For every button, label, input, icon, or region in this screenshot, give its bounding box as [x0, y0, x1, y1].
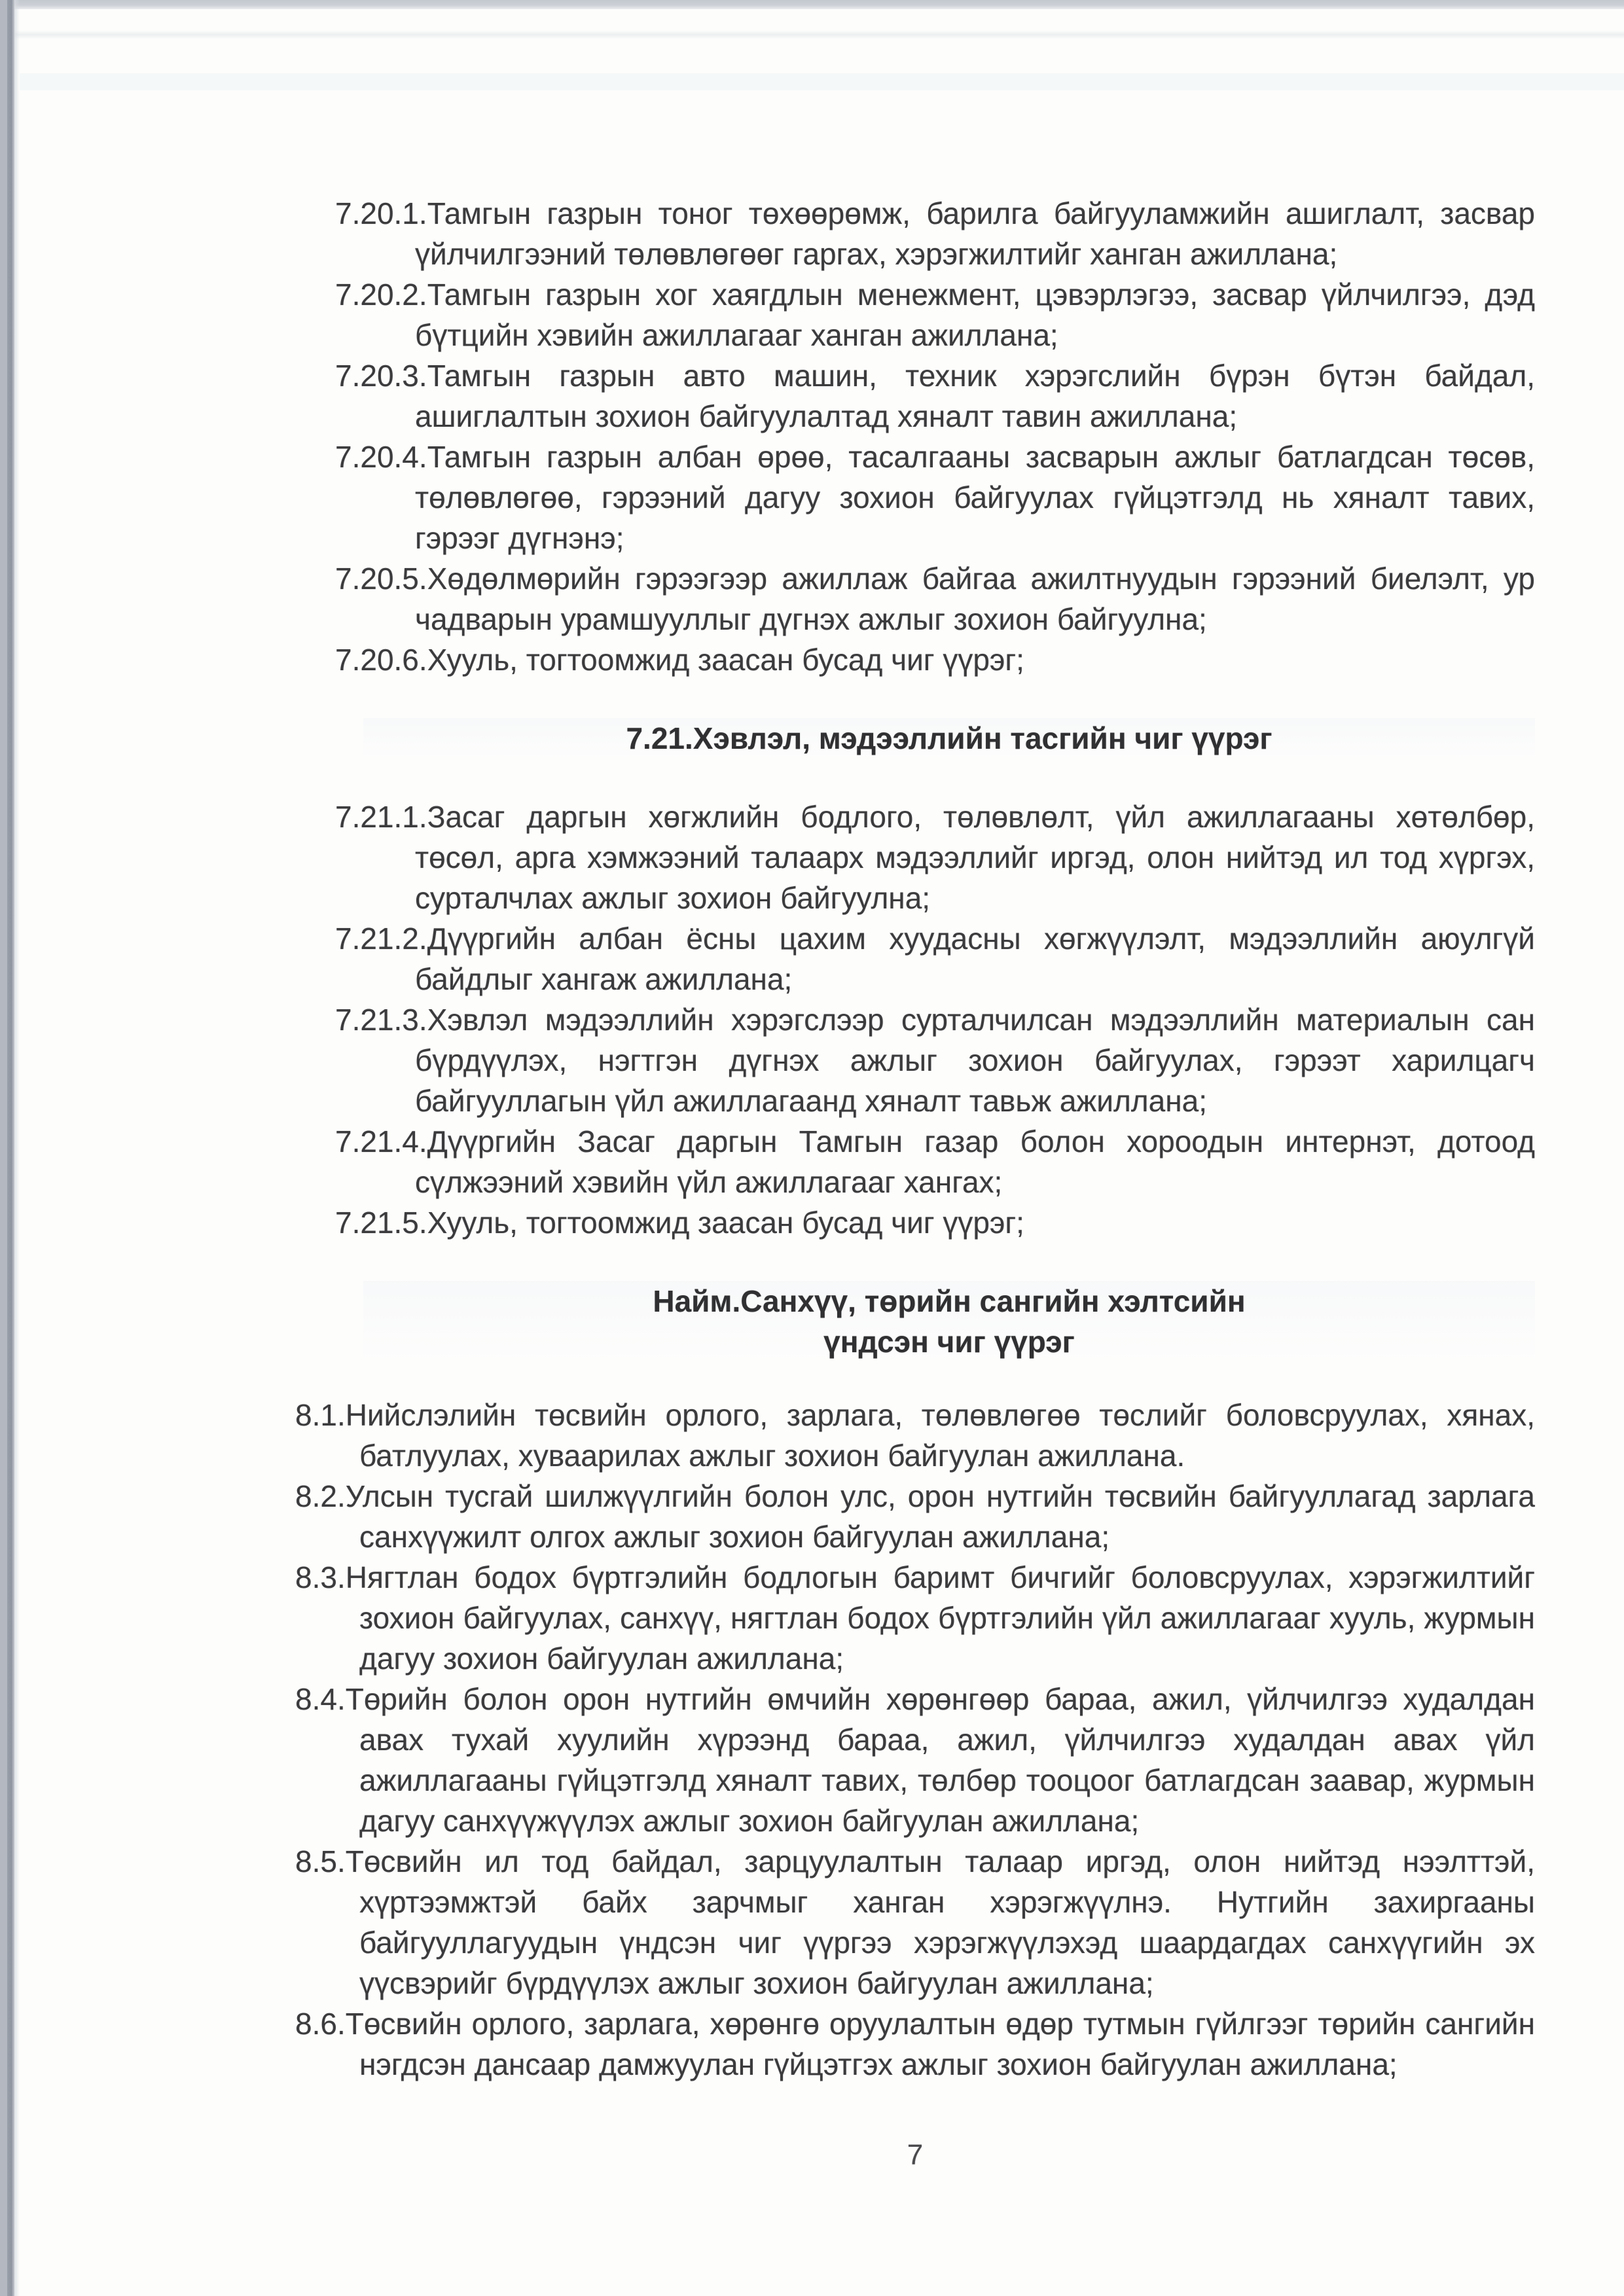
clause-text: Тамгын газрын авто машин, техник хэрэгслийн бүрэн бүтэн байдал, ашиглалтын зохион байгуулалтад хяналт тавин ажиллана; [415, 359, 1535, 433]
clause-8-6 [295, 2003, 1535, 2085]
clause-7-20-5 [335, 558, 1535, 639]
clause-number: 8.6. [295, 2007, 346, 2041]
document-body [295, 193, 1535, 2085]
clause-number: 7.21.5. [335, 1206, 427, 1240]
page-number: 7 [907, 2139, 924, 2171]
clause-number: 7.21.1. [335, 800, 427, 834]
clause-8-1 [295, 1395, 1535, 1476]
clause-7-20-6 [335, 639, 1535, 680]
clause-number: 8.2. [295, 1479, 346, 1513]
clause-text: Дүүргийн Засаг даргын Тамгын газар болон хороодын интернэт, дотоод сүлжээний хэвийн үйл ажиллагааг хангах; [415, 1124, 1535, 1199]
clause-text: Хөдөлмөрийн гэрээгээр ажиллаж байгаа ажилтнуудын гэрээний биелэлт, ур чадварын урамшууллыг дүгнэх ажлыг зохион байгуулна; [415, 562, 1535, 636]
section-7-21-list [295, 797, 1535, 1243]
clause-number: 7.20.5. [335, 562, 427, 596]
clause-7-21-5 [335, 1202, 1535, 1243]
clause-text: Нягтлан бодох бүртгэлийн бодлогын баримт бичгийг боловсруулах, хэрэгжилтийг зохион байгуулах, санхүү, нягтлан бодох бүртгэлийн үйл ажиллагааг хууль, журмын дагуу зохион байгуулан ажиллана; [345, 1560, 1535, 1676]
clause-number: 7.20.1. [335, 196, 427, 230]
scan-tint-band [20, 73, 1624, 90]
scan-edge-left-line [7, 0, 14, 2296]
clause-text: Засаг даргын хөгжлийн бодлого, төлөвлөлт, үйл ажиллагааны хөтөлбөр, төсөл, арга хэмжээний талаарх мэдээллийг иргэд, олон нийтэд ил тод хүргэх, сурталчлах ажлыг зохион байгуулна; [415, 800, 1535, 915]
scan-edge-left-shadow [14, 0, 20, 2296]
scan-edge-top [0, 0, 1624, 9]
clause-8-3 [295, 1557, 1535, 1679]
section-8-heading [363, 1281, 1535, 1362]
section-8-heading-line-1: Найм.Санхүү, төрийн сангийн хэлтсийн [653, 1284, 1246, 1318]
clause-text: Хууль, тогтоомжид заасан бусад чиг үүрэг; [427, 1206, 1024, 1240]
clause-number: 7.21.2. [335, 922, 427, 956]
clause-number: 7.21.4. [335, 1124, 427, 1158]
clause-7-20-4 [335, 437, 1535, 558]
section-7-21-heading: 7.21.Хэвлэл, мэдээллийн тасгийн чиг үүрэг [363, 718, 1535, 759]
clause-7-20-2 [335, 274, 1535, 355]
clause-number: 8.3. [295, 1560, 346, 1594]
clause-text: Улсын тусгай шилжүүлгийн болон улс, орон нутгийн төсвийн байгууллагад зарлага санхүүжилт олгох ажлыг зохион байгуулан ажиллана; [345, 1479, 1535, 1554]
clause-text: Төсвийн орлого, зарлага, хөрөнгө оруулалтын өдөр тутмын гүйлгээг төрийн сангийн нэгдсэн дансаар дамжуулан гүйцэтгэх ажлыг зохион байгуулан ажиллана; [345, 2007, 1535, 2081]
clause-7-21-3 [335, 999, 1535, 1121]
clause-7-20-1 [335, 193, 1535, 274]
clause-text: Хэвлэл мэдээллийн хэрэгслээр сурталчилсан мэдээллийн материалын сан бүрдүүлэх, нэгтгэн дүгнэх ажлыг зохион байгуулах, гэрээт харилцагч байгууллагын үйл ажиллагаанд хяналт тавьж ажиллана; [415, 1003, 1535, 1118]
clause-8-5 [295, 1841, 1535, 2003]
clause-text: Тамгын газрын хог хаягдлын менежмент, цэвэрлэгээ, засвар үйлчилгээ, дэд бүтцийн хэвийн ажиллагааг ханган ажиллана; [415, 278, 1535, 352]
scan-edge-left [0, 0, 7, 2296]
clause-text: Төрийн болон орон нутгийн өмчийн хөрөнгөөр бараа, ажил, үйлчилгээ худалдан авах тухай хуулийн хүрээнд бараа, ажил, үйлчилгээ худалдан авах үйл ажиллагааны гүйцэтгэлд хяналт тавих, төлбөр тооцоог батлагдсан заавар, журмын дагуу санхүүжүүлэх ажлыг зохион байгуулан ажиллана; [345, 1682, 1535, 1838]
section-8-heading-line-2: үндсэн чиг үүрэг [823, 1325, 1075, 1359]
clause-number: 8.4. [295, 1682, 346, 1716]
clause-number: 7.21.3. [335, 1003, 427, 1037]
clause-number: 8.1. [295, 1398, 346, 1432]
scan-streak [0, 30, 1624, 39]
clause-number: 7.20.6. [335, 643, 427, 677]
clause-8-4 [295, 1679, 1535, 1841]
clause-number: 7.20.2. [335, 278, 427, 312]
clause-text: Төсвийн ил тод байдал, зарцуулалтын талаар иргэд, олон нийтэд нээлттэй, хүртээмжтэй байх зарчмыг ханган хэрэгжүүлнэ. Нутгийн захиргааны байгууллагуудын үндсэн чиг үүргээ хэрэгжүүлэхэд шаардагдах санхүүгийн эх үүсвэрийг бүрдүүлэх ажлыг зохион байгуулан ажиллана; [345, 1844, 1535, 2000]
clause-7-21-1 [335, 797, 1535, 918]
clause-8-2 [295, 1476, 1535, 1557]
clause-text: Тамгын газрын албан өрөө, тасалгааны засварын ажлыг батлагдсан төсөв, төлөвлөгөө, гэрээний дагуу зохион байгуулах гүйцэтгэлд нь хяналт тавих, гэрээг дүгнэнэ; [415, 440, 1535, 555]
clause-text: Тамгын газрын тоног төхөөрөмж, барилга байгууламжийн ашиглалт, засвар үйлчилгээний төлөвлөгөөг гаргах, хэрэгжилтийг ханган ажиллана; [415, 196, 1535, 271]
clause-7-20-3 [335, 355, 1535, 437]
section-8-list [295, 1395, 1535, 2085]
clause-text: Нийслэлийн төсвийн орлого, зарлага, төлөвлөгөө төслийг боловсруулах, хянах, батлуулах, хуваарилах ажлыг зохион байгуулан ажиллана. [345, 1398, 1535, 1473]
clause-number: 8.5. [295, 1844, 346, 1878]
clause-text: Дүүргийн албан ёсны цахим хуудасны хөгжүүлэлт, мэдээллийн аюулгүй байдлыг хангаж ажиллана; [415, 922, 1535, 996]
section-7-20-list [295, 193, 1535, 680]
clause-number: 7.20.4. [335, 440, 427, 474]
clause-number: 7.20.3. [335, 359, 427, 393]
clause-7-21-2 [335, 918, 1535, 999]
clause-text: Хууль, тогтоомжид заасан бусад чиг үүрэг; [427, 643, 1024, 677]
clause-7-21-4 [335, 1121, 1535, 1202]
